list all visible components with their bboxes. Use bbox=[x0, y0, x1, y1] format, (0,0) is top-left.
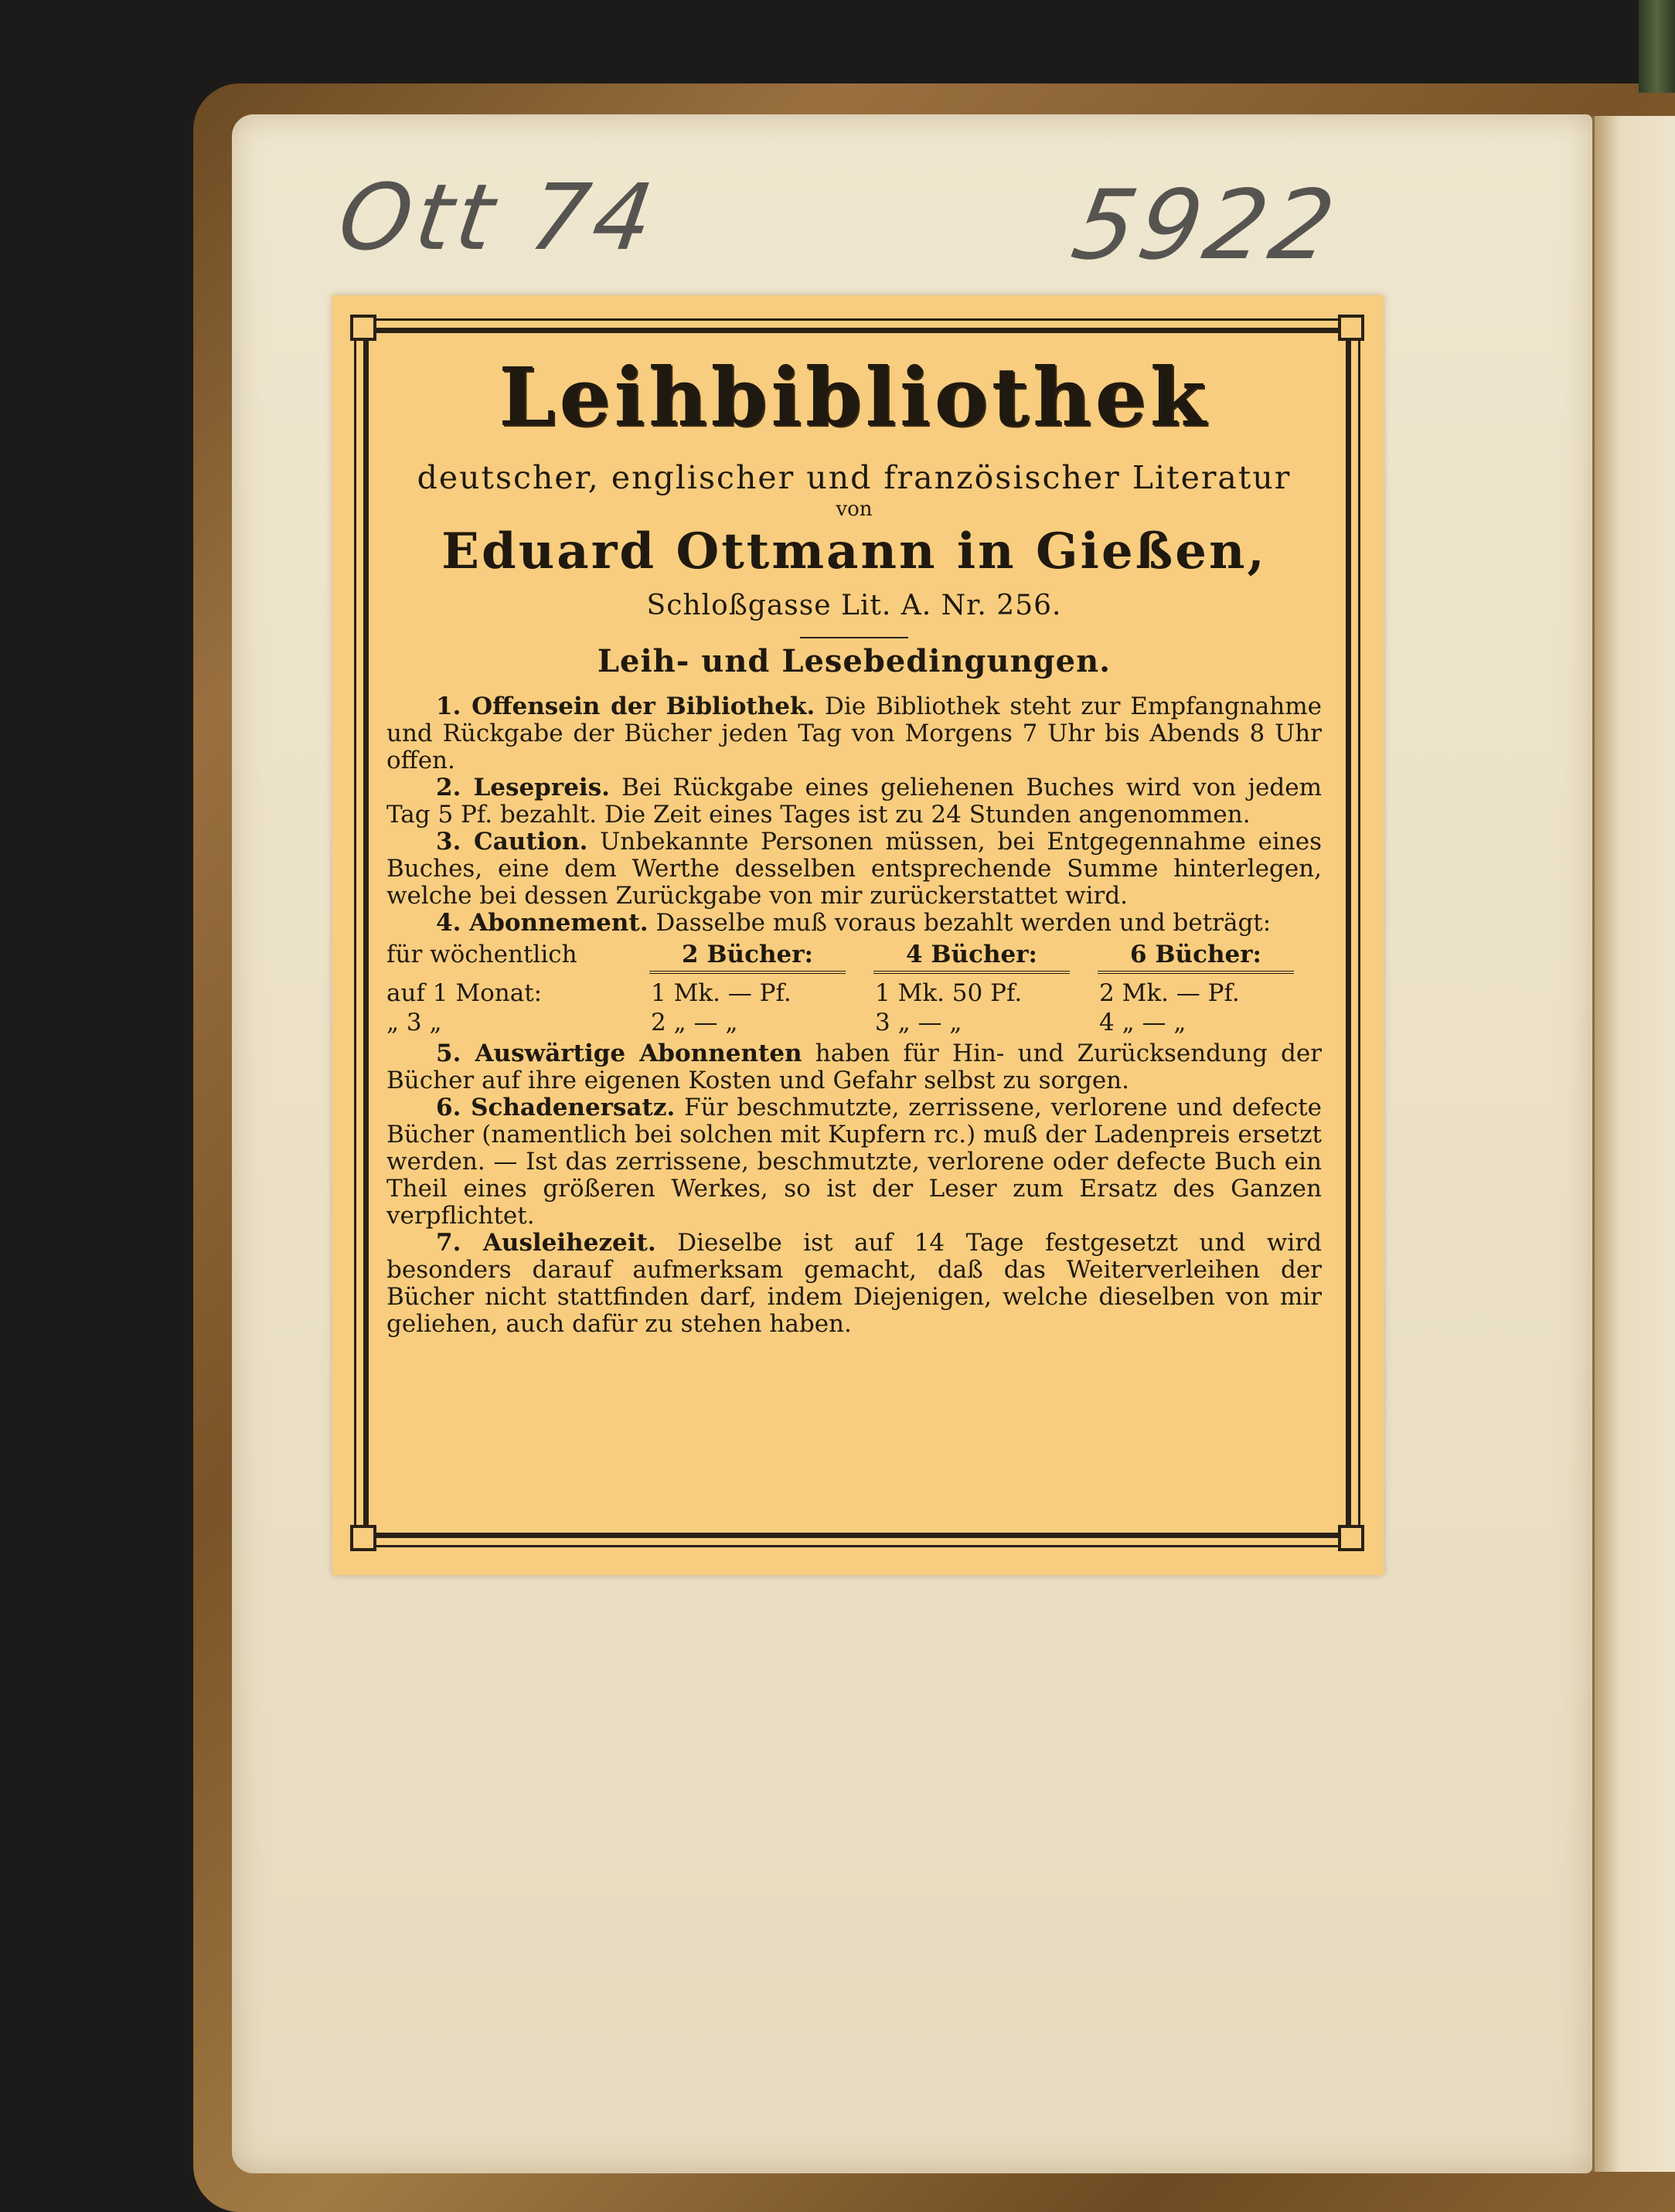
price-row-header: für wöchentlich bbox=[386, 941, 577, 968]
price-cell: 4 „ — „ bbox=[1099, 1009, 1186, 1036]
condition-item: 3. Caution. Unbekannte Personen müssen, bei Entgegennahme eines Buches, eine dem Werthe desselben entsprechende Summe hinterlegen, welche bei dessen Zurückgabe von mir zurückerstattet wird. bbox=[386, 828, 1322, 910]
facing-page-edge bbox=[1592, 116, 1675, 2172]
label-content bbox=[386, 332, 1322, 1338]
frame-corner-ornament bbox=[1338, 1525, 1364, 1551]
frame-corner-ornament bbox=[350, 1525, 376, 1551]
label-subtitle: deutscher, englischer und französischer Literatur bbox=[417, 459, 1292, 496]
label-owner: Eduard Ottmann in Gießen, bbox=[441, 522, 1267, 580]
library-label bbox=[332, 295, 1384, 1575]
conditions-list bbox=[386, 693, 1322, 1338]
price-column-header: 4 Bücher: bbox=[873, 940, 1070, 974]
label-address: Schloßgasse Lit. A. Nr. 256. bbox=[646, 590, 1062, 621]
condition-item: 6. Schadenersatz. Für beschmutzte, zerrissene, verlorene und defecte Bücher (namentlich bei solchen mit Kupfern rc.) muß der Ladenpreis ersetzt werden. — Ist das zerrissene, beschmutzte, verlorene oder defecte Buch ein Theil eines größeren Werkes, so ist der Leser zum Ersatz des Ganzen verpflichtet. bbox=[386, 1094, 1322, 1230]
conditions-heading: Leih- und Lesebedingungen. bbox=[597, 643, 1112, 679]
condition-item: 4. Abonnement. Dasselbe muß voraus bezahlt werden und beträgt: bbox=[436, 909, 1272, 937]
handwritten-shelfmark: Ott 74 bbox=[332, 164, 664, 271]
bookmark-ribbon bbox=[1639, 0, 1675, 93]
condition-item: 5. Auswärtige Abonnenten haben für Hin- und Zurücksendung der Bücher auf ihre eigenen Kosten und Gefahr selbst zu sorgen. bbox=[386, 1040, 1322, 1094]
price-row-label: auf 1 Monat: bbox=[386, 979, 543, 1007]
condition-item: 2. Lesepreis. Bei Rückgabe eines geliehenen Buches wird von jedem Tag 5 Pf. bezahlt. Die Zeit eines Tages ist zu 24 Stunden angenommen. bbox=[386, 774, 1322, 829]
price-cell: 1 Mk. 50 Pf. bbox=[875, 979, 1023, 1007]
price-cell: 3 „ — „ bbox=[875, 1009, 962, 1036]
frame-corner-ornament bbox=[350, 315, 376, 341]
price-column-header: 2 Bücher: bbox=[649, 940, 846, 974]
divider bbox=[800, 637, 908, 638]
label-title: Leihbibliothek bbox=[499, 349, 1210, 444]
condition-item: 1. Offensein der Bibliothek. Die Bibliothek steht zur Empfangnahme und Rückgabe der Bücher jeden Tag von Morgens 7 Uhr bis Abends 8 Uhr offen. bbox=[386, 693, 1322, 774]
frame-corner-ornament bbox=[1338, 315, 1364, 341]
price-column-header: 6 Bücher: bbox=[1098, 940, 1294, 974]
price-cell: 1 Mk. — Pf. bbox=[651, 979, 792, 1007]
price-cell: 2 Mk. — Pf. bbox=[1099, 979, 1240, 1007]
price-cell: 2 „ — „ bbox=[651, 1009, 738, 1036]
price-row-label: „ 3 „ bbox=[386, 1009, 442, 1036]
subscription-price-table bbox=[386, 940, 1322, 1037]
label-von: von bbox=[836, 498, 873, 521]
condition-item: 7. Ausleihezeit. Dieselbe ist auf 14 Tage festgesetzt und wird besonders darauf aufmerksam gemacht, daß das Weiterverleihen der Bücher nicht stattfinden darf, indem Diejenigen, welche dieselben von mir geliehen, auch dafür zu stehen haben. bbox=[386, 1229, 1322, 1338]
handwritten-accession-number: 5922 bbox=[1064, 170, 1347, 281]
